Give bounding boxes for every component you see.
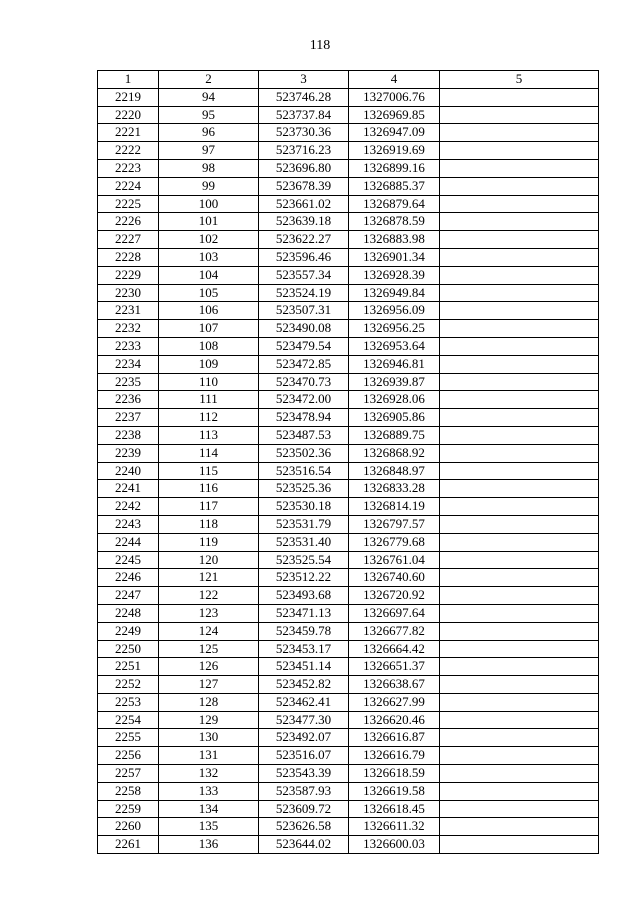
- table-cell: 1326677.82: [349, 622, 440, 640]
- table-row: [98, 177, 599, 195]
- table-cell: [440, 836, 599, 854]
- table-row: [98, 569, 599, 587]
- table-cell: 1326618.59: [349, 765, 440, 783]
- table-cell: [440, 711, 599, 729]
- table-cell: 2225: [98, 195, 159, 213]
- table-cell: 523479.54: [259, 337, 349, 355]
- table-cell: 1326600.03: [349, 836, 440, 854]
- table-row: [98, 195, 599, 213]
- table-cell: 2223: [98, 159, 159, 177]
- table-cell: 523516.07: [259, 747, 349, 765]
- table-cell: [440, 159, 599, 177]
- table-cell: 1326627.99: [349, 693, 440, 711]
- table-cell: 2231: [98, 302, 159, 320]
- table-cell: 523512.22: [259, 569, 349, 587]
- table-cell: 1326868.92: [349, 444, 440, 462]
- table-cell: [440, 622, 599, 640]
- table-cell: 523487.53: [259, 426, 349, 444]
- table-cell: 523477.30: [259, 711, 349, 729]
- table-cell: 124: [159, 622, 259, 640]
- table-cell: 112: [159, 409, 259, 427]
- table-cell: 2222: [98, 142, 159, 160]
- table-cell: 523470.73: [259, 373, 349, 391]
- table-cell: 122: [159, 587, 259, 605]
- table-cell: [440, 569, 599, 587]
- table-cell: 2242: [98, 498, 159, 516]
- table-cell: 110: [159, 373, 259, 391]
- table-row: [98, 124, 599, 142]
- table-cell: 111: [159, 391, 259, 409]
- table-cell: 109: [159, 355, 259, 373]
- table-cell: 1326664.42: [349, 640, 440, 658]
- table-cell: 1326956.25: [349, 320, 440, 338]
- table-row: [98, 711, 599, 729]
- table-cell: 1326651.37: [349, 658, 440, 676]
- table-cell: 94: [159, 88, 259, 106]
- table-cell: 2249: [98, 622, 159, 640]
- table-cell: 1326779.68: [349, 533, 440, 551]
- table-cell: 1326616.79: [349, 747, 440, 765]
- table-cell: 523543.39: [259, 765, 349, 783]
- table-cell: 523452.82: [259, 676, 349, 694]
- table-cell: 523524.19: [259, 284, 349, 302]
- table-cell: [440, 818, 599, 836]
- column-header: 2: [159, 71, 259, 89]
- table-cell: 1326905.86: [349, 409, 440, 427]
- table-cell: 1326947.09: [349, 124, 440, 142]
- table-cell: 523530.18: [259, 498, 349, 516]
- table-cell: [440, 800, 599, 818]
- table-row: [98, 88, 599, 106]
- table-cell: [440, 533, 599, 551]
- table-header-row: [98, 71, 599, 89]
- table-row: [98, 248, 599, 266]
- table-cell: [440, 248, 599, 266]
- table-cell: 523525.54: [259, 551, 349, 569]
- table-cell: 118: [159, 515, 259, 533]
- table-cell: 2233: [98, 337, 159, 355]
- table-cell: [440, 426, 599, 444]
- table-cell: 523626.58: [259, 818, 349, 836]
- table-cell: 1326740.60: [349, 569, 440, 587]
- table-cell: [440, 373, 599, 391]
- table-cell: 523462.41: [259, 693, 349, 711]
- table-cell: 2232: [98, 320, 159, 338]
- table-row: [98, 818, 599, 836]
- table-cell: 1326939.87: [349, 373, 440, 391]
- table-cell: 523492.07: [259, 729, 349, 747]
- table-cell: [440, 640, 599, 658]
- table-cell: 134: [159, 800, 259, 818]
- table-cell: 2243: [98, 515, 159, 533]
- table-cell: 1326928.06: [349, 391, 440, 409]
- table-cell: 523746.28: [259, 88, 349, 106]
- table-cell: 523587.93: [259, 782, 349, 800]
- table-cell: 2251: [98, 658, 159, 676]
- table-cell: 2254: [98, 711, 159, 729]
- table-row: [98, 729, 599, 747]
- table-cell: 1326899.16: [349, 159, 440, 177]
- table-cell: [440, 462, 599, 480]
- table-cell: 114: [159, 444, 259, 462]
- table-cell: 523471.13: [259, 604, 349, 622]
- table-row: [98, 462, 599, 480]
- table-cell: 1326720.92: [349, 587, 440, 605]
- table-cell: 1326619.58: [349, 782, 440, 800]
- table-cell: [440, 355, 599, 373]
- table-cell: 1326901.34: [349, 248, 440, 266]
- table-cell: 523453.17: [259, 640, 349, 658]
- table-cell: 1326879.64: [349, 195, 440, 213]
- table-body: [98, 88, 599, 853]
- table-cell: [440, 480, 599, 498]
- table-cell: 104: [159, 266, 259, 284]
- table-cell: 1326946.81: [349, 355, 440, 373]
- table-row: [98, 551, 599, 569]
- table-row: [98, 800, 599, 818]
- table-cell: [440, 782, 599, 800]
- table-row: [98, 480, 599, 498]
- table-cell: 523557.34: [259, 266, 349, 284]
- table-cell: 2221: [98, 124, 159, 142]
- table-cell: [440, 729, 599, 747]
- table-cell: 1326956.09: [349, 302, 440, 320]
- table-cell: 1326620.46: [349, 711, 440, 729]
- table-cell: 113: [159, 426, 259, 444]
- table-cell: [440, 498, 599, 516]
- column-header: 4: [349, 71, 440, 89]
- table-row: [98, 622, 599, 640]
- table-cell: 97: [159, 142, 259, 160]
- table-cell: 523459.78: [259, 622, 349, 640]
- table-cell: 1326949.84: [349, 284, 440, 302]
- column-header: 5: [440, 71, 599, 89]
- table-cell: 2239: [98, 444, 159, 462]
- table-cell: 107: [159, 320, 259, 338]
- table-cell: [440, 213, 599, 231]
- table-cell: 2246: [98, 569, 159, 587]
- table-cell: 131: [159, 747, 259, 765]
- table-cell: 2220: [98, 106, 159, 124]
- table-cell: [440, 142, 599, 160]
- column-header: 3: [259, 71, 349, 89]
- table-row: [98, 142, 599, 160]
- table-cell: 2245: [98, 551, 159, 569]
- table-cell: 99: [159, 177, 259, 195]
- table-cell: 2261: [98, 836, 159, 854]
- table-row: [98, 231, 599, 249]
- table-cell: 1326878.59: [349, 213, 440, 231]
- table-cell: 98: [159, 159, 259, 177]
- table-cell: 2227: [98, 231, 159, 249]
- table-row: [98, 302, 599, 320]
- table-row: [98, 533, 599, 551]
- table-cell: 2252: [98, 676, 159, 694]
- table-cell: 105: [159, 284, 259, 302]
- table-cell: 2228: [98, 248, 159, 266]
- table-cell: 117: [159, 498, 259, 516]
- table-cell: 523644.02: [259, 836, 349, 854]
- table-cell: 129: [159, 711, 259, 729]
- table-cell: 2241: [98, 480, 159, 498]
- table-row: [98, 693, 599, 711]
- table-cell: [440, 604, 599, 622]
- table-row: [98, 498, 599, 516]
- table-cell: 2253: [98, 693, 159, 711]
- table-cell: [440, 302, 599, 320]
- table-row: [98, 515, 599, 533]
- table-cell: 126: [159, 658, 259, 676]
- table-cell: [440, 765, 599, 783]
- table-row: [98, 373, 599, 391]
- table-cell: 523661.02: [259, 195, 349, 213]
- table-row: [98, 765, 599, 783]
- table-cell: 101: [159, 213, 259, 231]
- table-cell: [440, 177, 599, 195]
- table-cell: 1327006.76: [349, 88, 440, 106]
- table-row: [98, 747, 599, 765]
- table-cell: [440, 337, 599, 355]
- table-cell: [440, 747, 599, 765]
- table-cell: 2240: [98, 462, 159, 480]
- table-cell: 523531.40: [259, 533, 349, 551]
- table-cell: 1326797.57: [349, 515, 440, 533]
- table-cell: 132: [159, 765, 259, 783]
- table-cell: 2224: [98, 177, 159, 195]
- table-cell: 1326885.37: [349, 177, 440, 195]
- table-cell: 136: [159, 836, 259, 854]
- table-cell: 2226: [98, 213, 159, 231]
- table-cell: [440, 88, 599, 106]
- table-cell: 2258: [98, 782, 159, 800]
- table-cell: 523639.18: [259, 213, 349, 231]
- table-cell: [440, 391, 599, 409]
- table-row: [98, 676, 599, 694]
- table-cell: 123: [159, 604, 259, 622]
- table-cell: 523472.85: [259, 355, 349, 373]
- table-cell: [440, 551, 599, 569]
- table-cell: 106: [159, 302, 259, 320]
- table-cell: 108: [159, 337, 259, 355]
- table-cell: 128: [159, 693, 259, 711]
- table-cell: 116: [159, 480, 259, 498]
- table-cell: 2237: [98, 409, 159, 427]
- table-cell: 125: [159, 640, 259, 658]
- table-cell: [440, 106, 599, 124]
- table-cell: [440, 658, 599, 676]
- table-cell: 523478.94: [259, 409, 349, 427]
- page-number: 118: [309, 38, 331, 53]
- table-cell: 2234: [98, 355, 159, 373]
- table-cell: 1326697.64: [349, 604, 440, 622]
- table-cell: 102: [159, 231, 259, 249]
- table-row: [98, 444, 599, 462]
- table-cell: [440, 515, 599, 533]
- table-cell: 2248: [98, 604, 159, 622]
- table-row: [98, 266, 599, 284]
- table-cell: 523696.80: [259, 159, 349, 177]
- table-cell: 523525.36: [259, 480, 349, 498]
- table-row: [98, 640, 599, 658]
- table-cell: 1326969.85: [349, 106, 440, 124]
- table-cell: [440, 231, 599, 249]
- table-row: [98, 106, 599, 124]
- table-cell: 1326928.39: [349, 266, 440, 284]
- table-cell: [440, 320, 599, 338]
- table-cell: 133: [159, 782, 259, 800]
- table-cell: 1326848.97: [349, 462, 440, 480]
- table-row: [98, 604, 599, 622]
- table-cell: 523507.31: [259, 302, 349, 320]
- table-row: [98, 782, 599, 800]
- table-row: [98, 284, 599, 302]
- table-cell: 523609.72: [259, 800, 349, 818]
- table-cell: 1326611.32: [349, 818, 440, 836]
- table-cell: 523730.36: [259, 124, 349, 142]
- table-row: [98, 320, 599, 338]
- table-cell: 1326889.75: [349, 426, 440, 444]
- table-cell: 2255: [98, 729, 159, 747]
- table-cell: 523451.14: [259, 658, 349, 676]
- table-cell: 2219: [98, 88, 159, 106]
- table-row: [98, 658, 599, 676]
- table-cell: 2259: [98, 800, 159, 818]
- table-cell: 1326761.04: [349, 551, 440, 569]
- table-cell: 135: [159, 818, 259, 836]
- table-cell: 96: [159, 124, 259, 142]
- table-row: [98, 409, 599, 427]
- table-cell: 2236: [98, 391, 159, 409]
- table-row: [98, 587, 599, 605]
- table-cell: 115: [159, 462, 259, 480]
- table-cell: 1326919.69: [349, 142, 440, 160]
- table-cell: 1326883.98: [349, 231, 440, 249]
- table-cell: [440, 409, 599, 427]
- table-cell: 1326833.28: [349, 480, 440, 498]
- table-cell: 523490.08: [259, 320, 349, 338]
- table-cell: 523472.00: [259, 391, 349, 409]
- table-row: [98, 213, 599, 231]
- table-cell: 2257: [98, 765, 159, 783]
- table-cell: 120: [159, 551, 259, 569]
- table-cell: 523737.84: [259, 106, 349, 124]
- table-cell: 523622.27: [259, 231, 349, 249]
- table-cell: 523716.23: [259, 142, 349, 160]
- table-cell: [440, 266, 599, 284]
- table-cell: 2244: [98, 533, 159, 551]
- table-cell: 523596.46: [259, 248, 349, 266]
- table-cell: 1326638.67: [349, 676, 440, 694]
- table-cell: 2235: [98, 373, 159, 391]
- table-cell: 2260: [98, 818, 159, 836]
- table-cell: 100: [159, 195, 259, 213]
- table-cell: [440, 124, 599, 142]
- table-cell: [440, 444, 599, 462]
- table-row: [98, 836, 599, 854]
- table-cell: 2238: [98, 426, 159, 444]
- table-cell: [440, 587, 599, 605]
- table-cell: 2250: [98, 640, 159, 658]
- table-cell: 2247: [98, 587, 159, 605]
- table-cell: 130: [159, 729, 259, 747]
- table-cell: 523502.36: [259, 444, 349, 462]
- table-cell: 2256: [98, 747, 159, 765]
- table-row: [98, 355, 599, 373]
- table-cell: 1326618.45: [349, 800, 440, 818]
- coordinates-table: [97, 70, 599, 854]
- table-cell: 2229: [98, 266, 159, 284]
- table-cell: [440, 693, 599, 711]
- table-cell: 2230: [98, 284, 159, 302]
- table-row: [98, 337, 599, 355]
- table-cell: 523678.39: [259, 177, 349, 195]
- table-cell: [440, 676, 599, 694]
- table-cell: 1326616.87: [349, 729, 440, 747]
- table-cell: 119: [159, 533, 259, 551]
- table-cell: 127: [159, 676, 259, 694]
- table-row: [98, 159, 599, 177]
- table-cell: 103: [159, 248, 259, 266]
- table-cell: 523531.79: [259, 515, 349, 533]
- table-row: [98, 426, 599, 444]
- table-cell: [440, 195, 599, 213]
- table-cell: 1326814.19: [349, 498, 440, 516]
- table-cell: [440, 284, 599, 302]
- table-cell: 1326953.64: [349, 337, 440, 355]
- table-cell: 121: [159, 569, 259, 587]
- table-cell: 95: [159, 106, 259, 124]
- table-row: [98, 391, 599, 409]
- table-cell: 523516.54: [259, 462, 349, 480]
- table-cell: 523493.68: [259, 587, 349, 605]
- column-header: 1: [98, 71, 159, 89]
